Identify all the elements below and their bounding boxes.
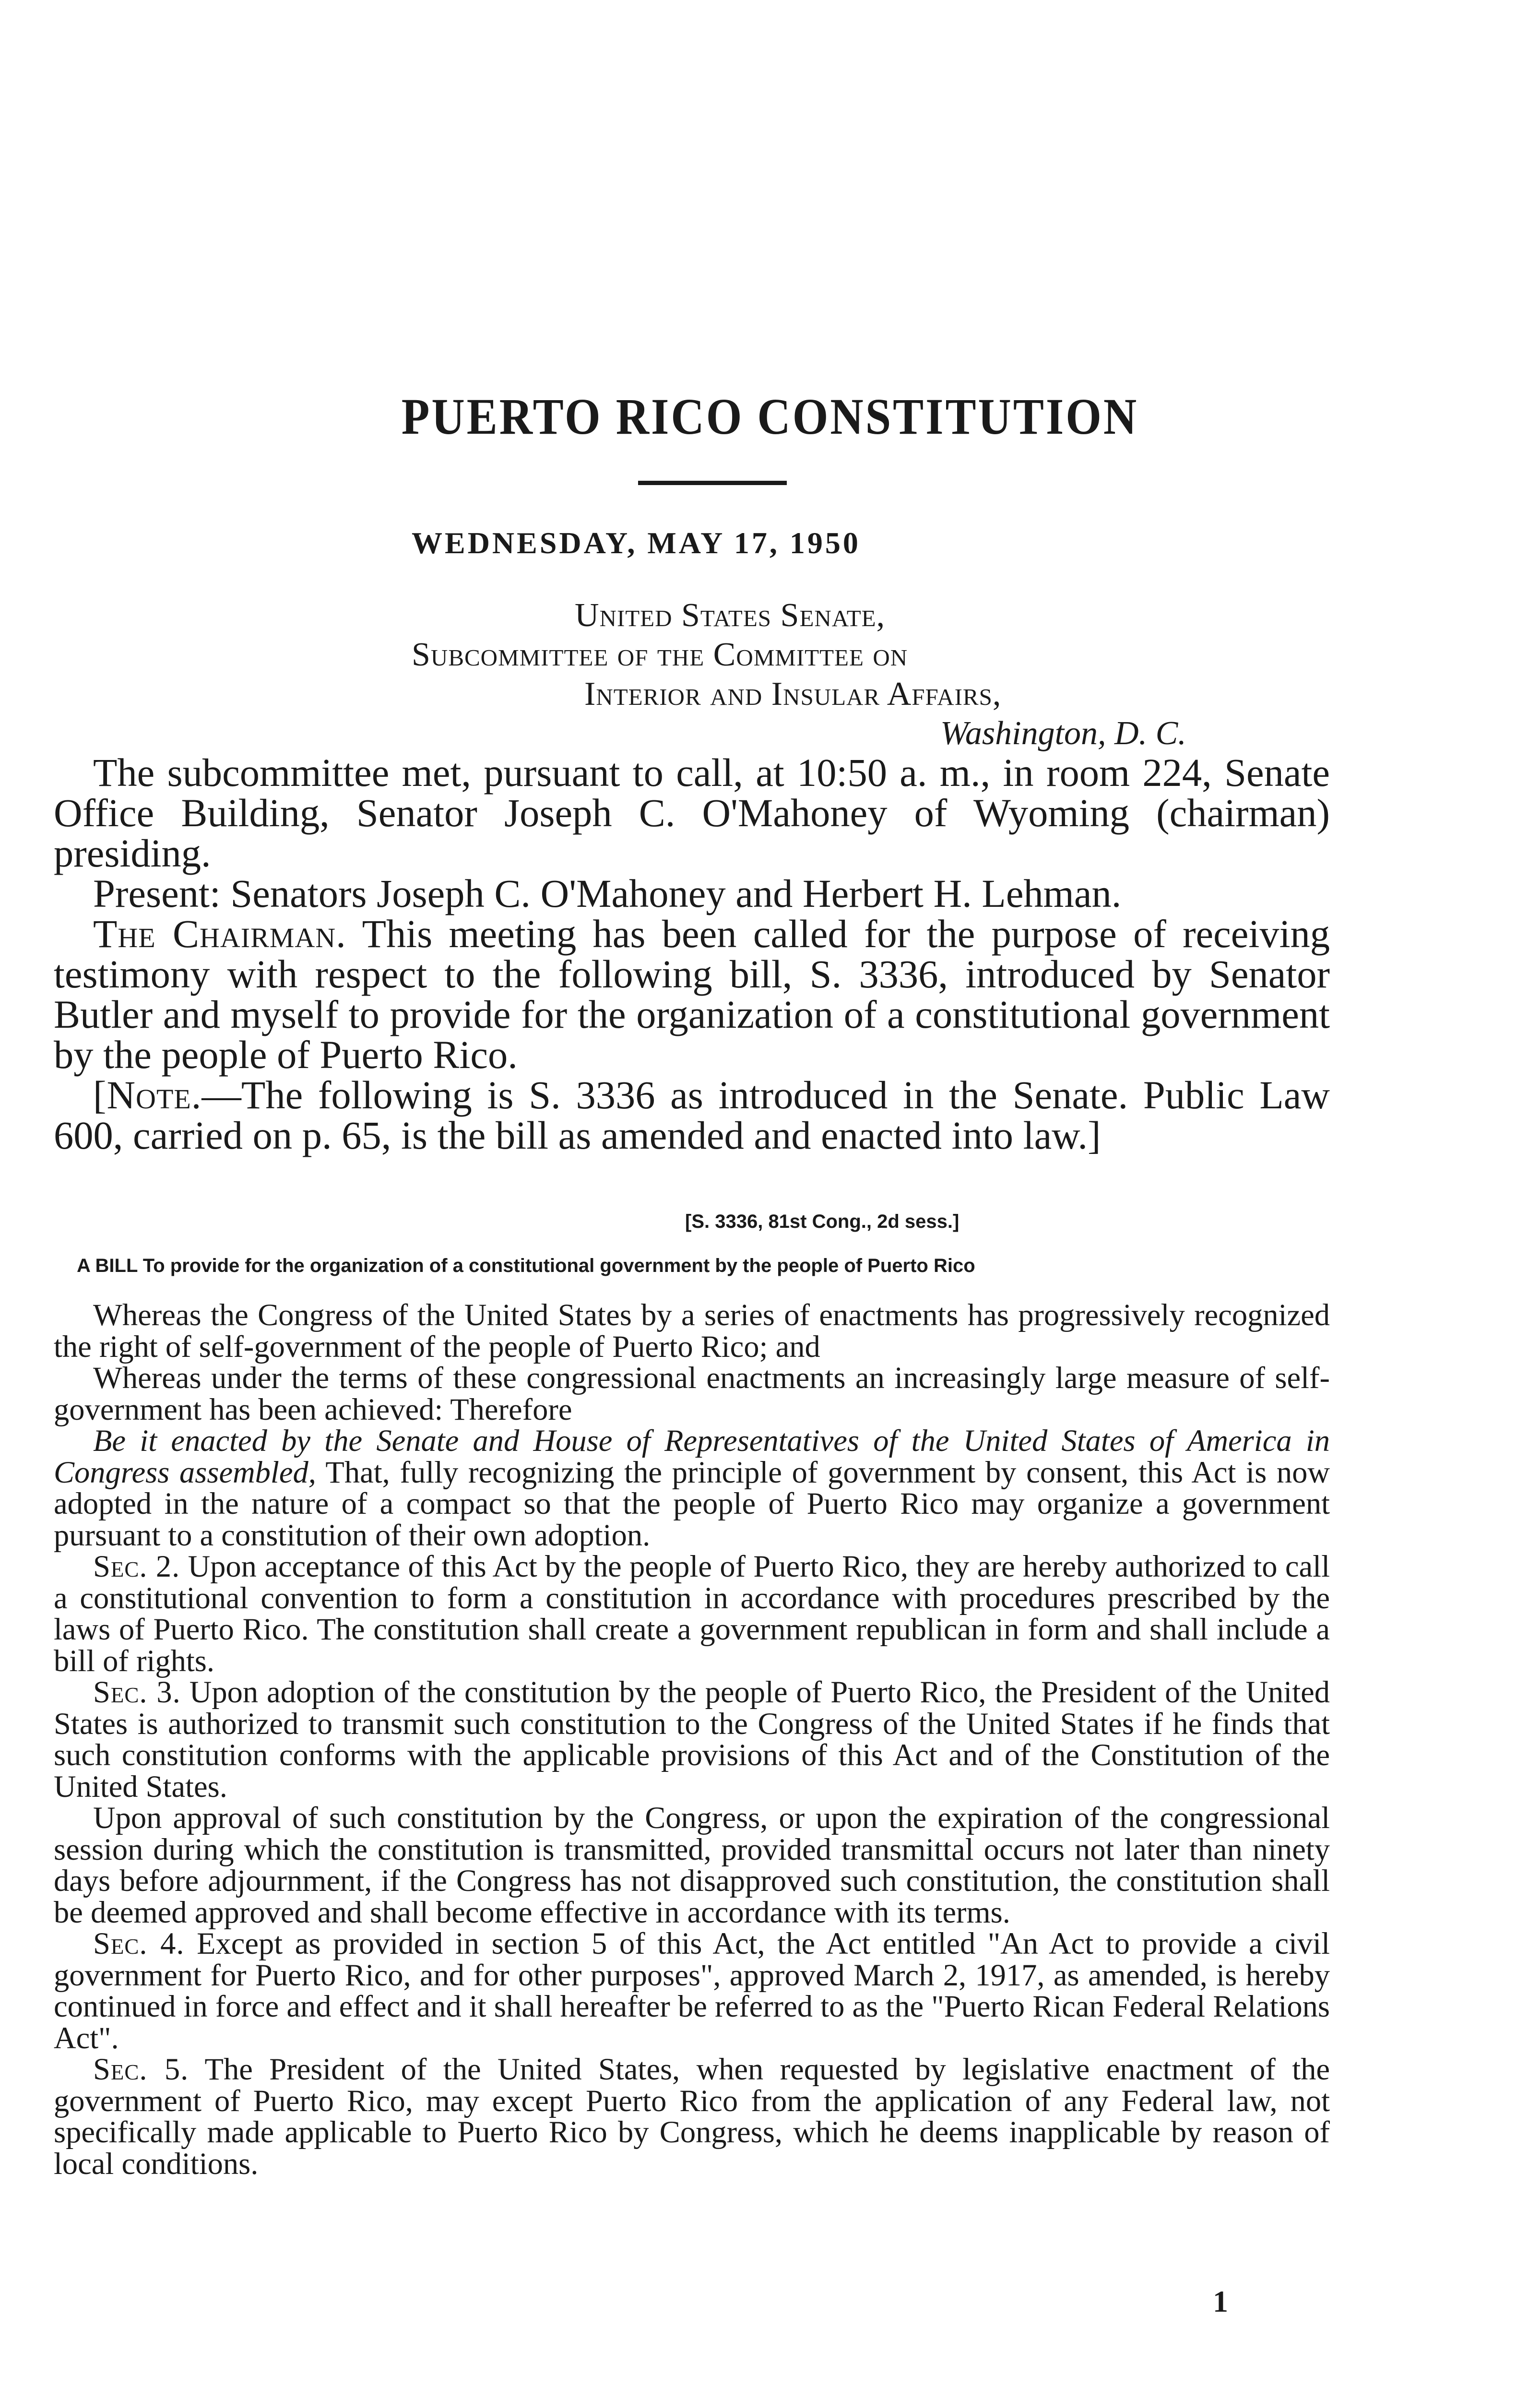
page-number: 1 bbox=[1213, 2284, 1228, 2318]
intro-paragraph: The subcommittee met, pursuant to call, at 10:50 a. m., in room 224, Senate Office Building, Senator Joseph C. O'Mahoney of Wyoming (chairman) presiding. bbox=[54, 750, 1330, 875]
page-title: PUERTO RICO CONSTITUTION bbox=[401, 387, 1139, 445]
section-3-text: Upon adoption of the constitution by the people of Puerto Rico, the President of the United States is authorized to transmit such constitution to the Congress of the United States if he finds that such constitution conforms with the applicable provisions of this Act and of the Constitution of the United States. bbox=[54, 1675, 1330, 1804]
hearing-date: WEDNESDAY, MAY 17, 1950 bbox=[412, 526, 861, 560]
whereas-clause-1: Whereas the Congress of the United States by a series of enactments has progressively recognized the right of self-government of the people of Puerto Rico; and bbox=[54, 1298, 1330, 1364]
section-5-label: Sec. 5. bbox=[93, 2052, 189, 2086]
address-subcommittee: Subcommittee of the Committee on bbox=[412, 636, 908, 673]
section-5 bbox=[54, 2054, 1330, 2179]
section-3-label: Sec. 3. bbox=[93, 1675, 181, 1709]
address-location: Washington, D. C. bbox=[940, 715, 1186, 752]
chairman-paragraph bbox=[54, 914, 1330, 1075]
bill-text bbox=[54, 1299, 1330, 2179]
section-4-text: Except as provided in section 5 of this Act, the Act entitled "An Act to provide a civil government for Puerto Rico, and for other purposes", approved March 2, 1917, as amended, is hereby continued in force and effect and it shall hereafter be referred to as the "Puerto Rican Federal Relations Act". bbox=[54, 1926, 1330, 2055]
chairman-statement: This meeting has been called for the purpose of receiving testimony with respect to the following bill, S. 3336, introduced by Senator Butler and myself to provide for the organization of a constitutional government by the people of Puerto Rico. bbox=[54, 912, 1330, 1077]
present-paragraph: Present: Senators Joseph C. O'Mahoney and Herbert H. Lehman. bbox=[93, 871, 1122, 915]
section-2-label: Sec. 2. bbox=[93, 1549, 180, 1583]
note-paragraph bbox=[54, 1075, 1330, 1155]
section-4-label: Sec. 4. bbox=[93, 1926, 185, 1960]
note-label: [Note. bbox=[93, 1073, 202, 1117]
section-2-text: Upon acceptance of this Act by the people of Puerto Rico, they are hereby authorized to call a constitutional convention to form a constitution in accordance with procedures prescribed by the laws of Puerto Rico. The constitution shall create a government republican in form and shall include a bill of rights. bbox=[54, 1549, 1330, 1678]
section-4 bbox=[54, 1928, 1330, 2054]
address-committee: Interior and Insular Affairs, bbox=[584, 676, 1002, 713]
whereas-clause-2: Whereas under the terms of these congressional enactments an increasingly large measure of self-government has been achieved: Therefore bbox=[54, 1361, 1330, 1426]
intro-text bbox=[54, 752, 1330, 1155]
section-1 bbox=[54, 1425, 1330, 1551]
note-text: —The following is S. 3336 as introduced in the Senate. Public Law 600, carried on p. 65, is the bill as amended and enacted into law.] bbox=[54, 1073, 1330, 1157]
bill-title: A BILL To provide for the organization of a constitutional government by the people of Puerto Rico bbox=[77, 1255, 975, 1276]
address-senate: United States Senate, bbox=[575, 597, 886, 634]
section-3-continued: Upon approval of such constitution by the Congress, or upon the expiration of the congressional session during which the constitution is transmitted, provided transmittal occurs not later than ninety days before adjournment, if the Congress has not disapproved such constitution, the constitution shall be deemed approved and shall become effective in accordance with its terms. bbox=[54, 1801, 1330, 1929]
section-5-text: The President of the United States, when requested by legislative enactment of the government of Puerto Rico, may except Puerto Rico from the application of any Federal law, not specifically made applicable to Puerto Rico by Congress, which he deems inapplicable by reason of local conditions. bbox=[54, 2052, 1330, 2181]
section-2 bbox=[54, 1551, 1330, 1676]
bill-reference: [S. 3336, 81st Cong., 2d sess.] bbox=[685, 1211, 960, 1232]
title-rule bbox=[638, 481, 787, 485]
speaker-label: The Chairman. bbox=[93, 912, 346, 956]
enacting-clause: Be it enacted by the Senate and House of Representatives of the United States of America in Congress assembled, bbox=[54, 1424, 1330, 1489]
section-3 bbox=[54, 1676, 1330, 1802]
section-1-text: That, fully recognizing the principle of government by consent, this Act is now adopted in the nature of a compact so that the people of Puerto Rico may organize a government pursuant to a constitution of their own adoption. bbox=[54, 1455, 1330, 1552]
